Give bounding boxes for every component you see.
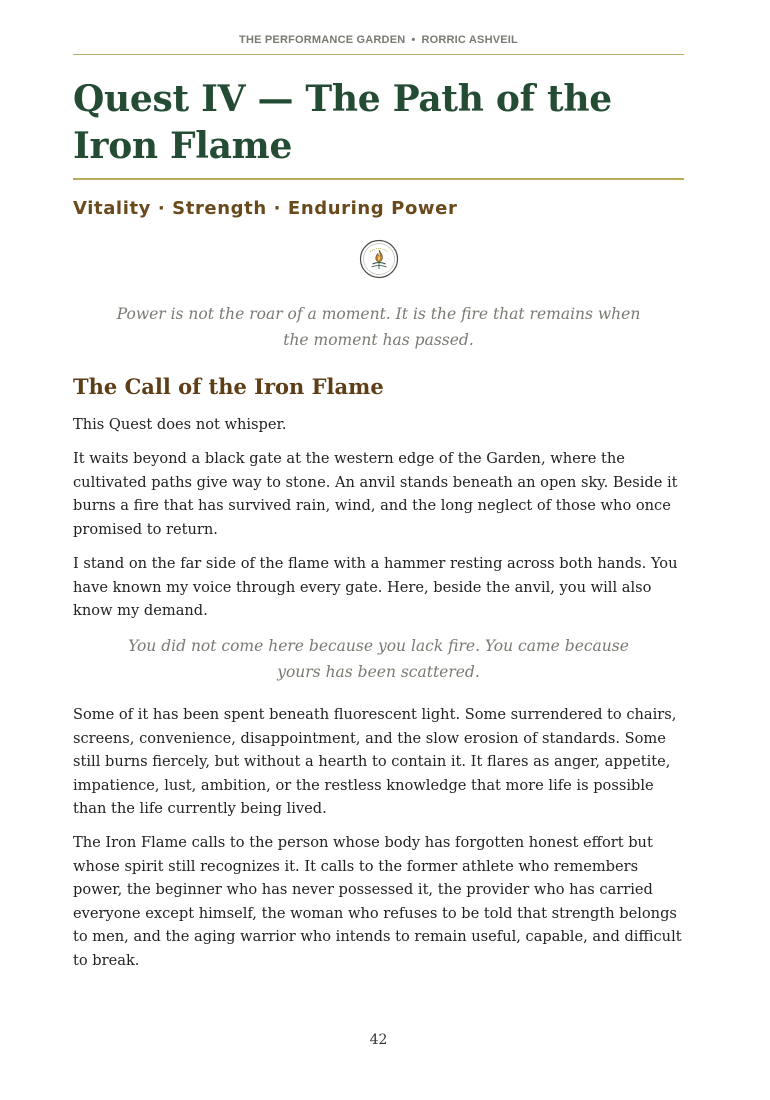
flame-seal-icon xyxy=(359,239,399,279)
body-paragraph: It waits beyond a black gate at the western edge of the Garden, where the cultivated paths give way to stone. An anvil stands beneath an open sky. Beside it burns a fire that has survived rain, wind, and the long neglect of those who once promised to return. xyxy=(73,450,678,538)
page-number: 42 xyxy=(369,1032,388,1048)
body-paragraph: This Quest does not whisper. xyxy=(73,416,287,433)
title-divider xyxy=(73,178,684,180)
body-paragraph: I stand on the far side of the flame with a hammer resting across both hands. You have known my voice through every gate. Here, beside the anvil, you will also know my demand. xyxy=(73,555,678,619)
epigraph: Power is not the roar of a moment. It is the fire that remains when the moment has passed. xyxy=(116,305,641,349)
running-header-separator: • xyxy=(411,34,416,46)
book-page xyxy=(73,0,684,1100)
chapter-subtitle: Vitality · Strength · Enduring Power xyxy=(73,198,458,219)
running-header-book-title: THE PERFORMANCE GARDEN xyxy=(239,34,406,46)
pull-quote: You did not come here because you lack fire. You came because yours has been scattered. xyxy=(128,637,629,681)
chapter-title: Quest IV — The Path of the Iron Flame xyxy=(73,78,612,167)
body-paragraph: The Iron Flame calls to the person whose body has forgotten honest effort but whose spirit still recognizes it. It calls to the former athlete who remembers power, the beginner who has never possessed it, the provider who has carried everyone except himself, the woman who refuses to be told that strength belongs to men, and the aging warrior who intends to remain useful, capable, and difficult to break. xyxy=(73,834,682,969)
running-header xyxy=(73,34,684,46)
body-paragraph: Some of it has been spent beneath fluorescent light. Some surrendered to chairs, screens, convenience, disappointment, and the slow erosion of standards. Some still burns fiercely, but without a hearth to contain it. It flares as anger, appetite, impatience, lust, ambition, or the restless knowledge that more life is possible than the life currently being lived. xyxy=(73,706,677,817)
header-divider xyxy=(73,54,684,55)
running-header-author: RORRIC ASHVEIL xyxy=(421,34,518,46)
section-heading: The Call of the Iron Flame xyxy=(73,374,384,399)
